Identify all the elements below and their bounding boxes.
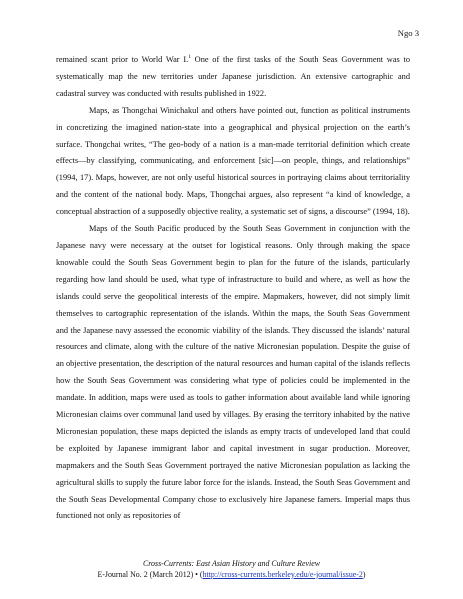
paragraph-2: Maps, as Thongchai Winichakul and others have pointed out, function as political instruments in concretizing the imagined nation-state into a geographical and physical projection on the earth’s surface. Thongchai writes, “The geo-body of a nation is a man-made territorial definition which create effects—by classifying, communicating, and enforcement [sic]—on people, things, and relationships” (1994, 17). Maps, however, are not only useful historical sources in portraying claims about territoriality and the content of the national body. Maps, Thongchai argues, also represent “a kind of knowledge, a conceptual abstraction of a supposedly objective reality, a systematic set of signs, a discourse” (1994, 18). — [56, 105, 410, 217]
paragraph-1-text-cont: One of the first tasks of the South Seas Government was to systematically map the new territories under Japanese jurisdiction. An extensive cartographic and cadastral survey was conducted with results published in 1922. — [56, 55, 410, 98]
footnote-marker[interactable]: 1 — [188, 54, 191, 61]
running-head: Ngo 3 — [397, 28, 419, 38]
paragraph-1 — [56, 52, 410, 103]
paragraph-3: Maps of the South Pacific produced by the South Seas Government in conjunction with the Japanese navy were necessary at the outset for logistical reasons. Only through making the space knowable could the South Seas Government begin to plan for the future of the islands, particularly regarding how land should be used, what type of infrastructure to build and where, as well as how the islands could serve the geopolitical interests of the empire. Mapmakers, however, did not simply limit themselves to cartographic representation of the islands. Within the maps, the South Seas Government and the Japanese navy assessed the economic viability of the islands. They discussed the islands’ natural resources and climate, along with the culture of the native Micronesian population. Despite the guise of an objective presentation, the description of the natural resources and human capital of the islands reflects how the South Seas Government was considering what type of policies could be implemented in the mandate. In addition, maps were used as tools to gather information about available land while ignoring Micronesian claims over communal land used by villages. By erasing the territory inhabited by the native Micronesian population, these maps depicted the islands as empty tracts of undeveloped land that could be exploited by Japanese immigrant labor and capital investment in sugar production. Moreover, mapmakers and the South Seas Government portrayed the native Micronesian population as lacking the agricultural skills to supply the future labor force for the islands. Instead, the South Seas Government and the South Seas Developmental Company chose to exclusively hire Japanese famers. Imperial maps thus functioned not only as repositories of — [56, 224, 410, 521]
page-footer — [0, 559, 463, 580]
issue-line — [0, 570, 463, 581]
body-text — [56, 52, 410, 525]
issue-text: E-Journal No. 2 (March 2012) • ( — [97, 569, 203, 579]
issue-closing: ) — [362, 569, 366, 579]
journal-title: Cross-Currents: East Asian History and Culture Review — [143, 559, 320, 568]
issue-link[interactable]: http://cross-currents.berkeley.edu/e-journal/issue-2 — [202, 569, 363, 579]
paragraph-1-text: remained scant prior to World War I. — [56, 55, 189, 64]
